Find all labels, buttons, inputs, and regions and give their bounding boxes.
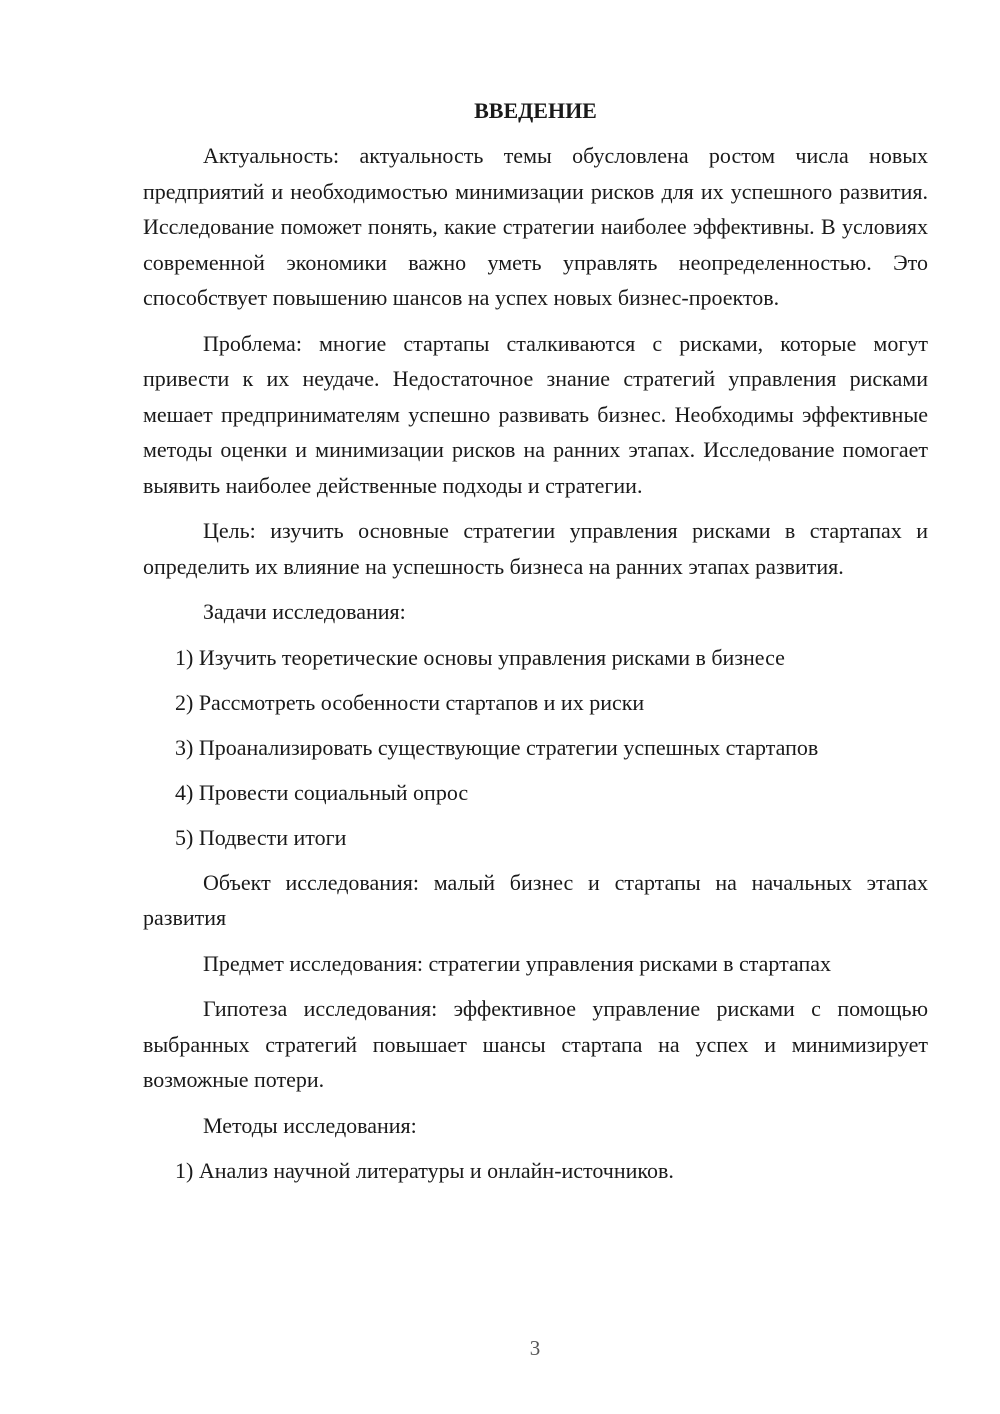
object-paragraph: Объект исследования: малый бизнес и стартапы на начальных этапах развития: [143, 869, 928, 930]
page-content: [143, 96, 928, 1198]
page-number: 3: [529, 1336, 541, 1360]
subject-paragraph: Предмет исследования: стратегии управления рисками в стартапах: [203, 950, 832, 976]
methods-list: [143, 1153, 928, 1188]
tasks-heading: Задачи исследования:: [203, 599, 406, 624]
method-item: 1) Анализ научной литературы и онлайн-источников.: [175, 1158, 674, 1183]
hypothesis-paragraph: Гипотеза исследования: эффективное управление рисками с помощью выбранных стратегий повышает шансы стартапа на успех и минимизирует возможные потери.: [143, 996, 928, 1092]
page-title: ВВЕДЕНИЕ: [474, 98, 597, 123]
task-item: 4) Провести социальный опрос: [175, 779, 469, 805]
task-item: 2) Рассмотреть особенности стартапов и их риски: [175, 689, 645, 715]
goal-paragraph: Цель: изучить основные стратегии управления рисками в стартапах и определить их влияние на успешность бизнеса на ранних этапах развития.: [143, 518, 928, 579]
tasks-list: [143, 640, 928, 855]
task-item: 1) Изучить теоретические основы управления рисками в бизнесе: [175, 644, 785, 670]
relevance-paragraph: Актуальность: актуальность темы обусловлена ростом числа новых предприятий и необходимостью минимизации рисков для их успешного развития. Исследование поможет понять, какие стратегии наиболее эффективны. В условиях современной экономики важно уметь управлять неопределенностью. Это способствует повышению шансов на успех новых бизнес-проектов.: [143, 143, 928, 310]
task-item: 5) Подвести итоги: [175, 824, 347, 850]
task-item: 3) Проанализировать существующие стратегии успешных стартапов: [175, 734, 819, 760]
problem-paragraph: Проблема: многие стартапы сталкиваются с рисками, которые могут привести к их неудаче. Недостаточное знание стратегий управления рисками мешает предпринимателям успешно развивать бизнес. Необходимы эффективные методы оценки и минимизации рисков на ранних этапах. Исследование помогает выявить наиболее действенные подходы и стратегии.: [143, 330, 928, 498]
methods-heading: Методы исследования:: [203, 1112, 417, 1138]
